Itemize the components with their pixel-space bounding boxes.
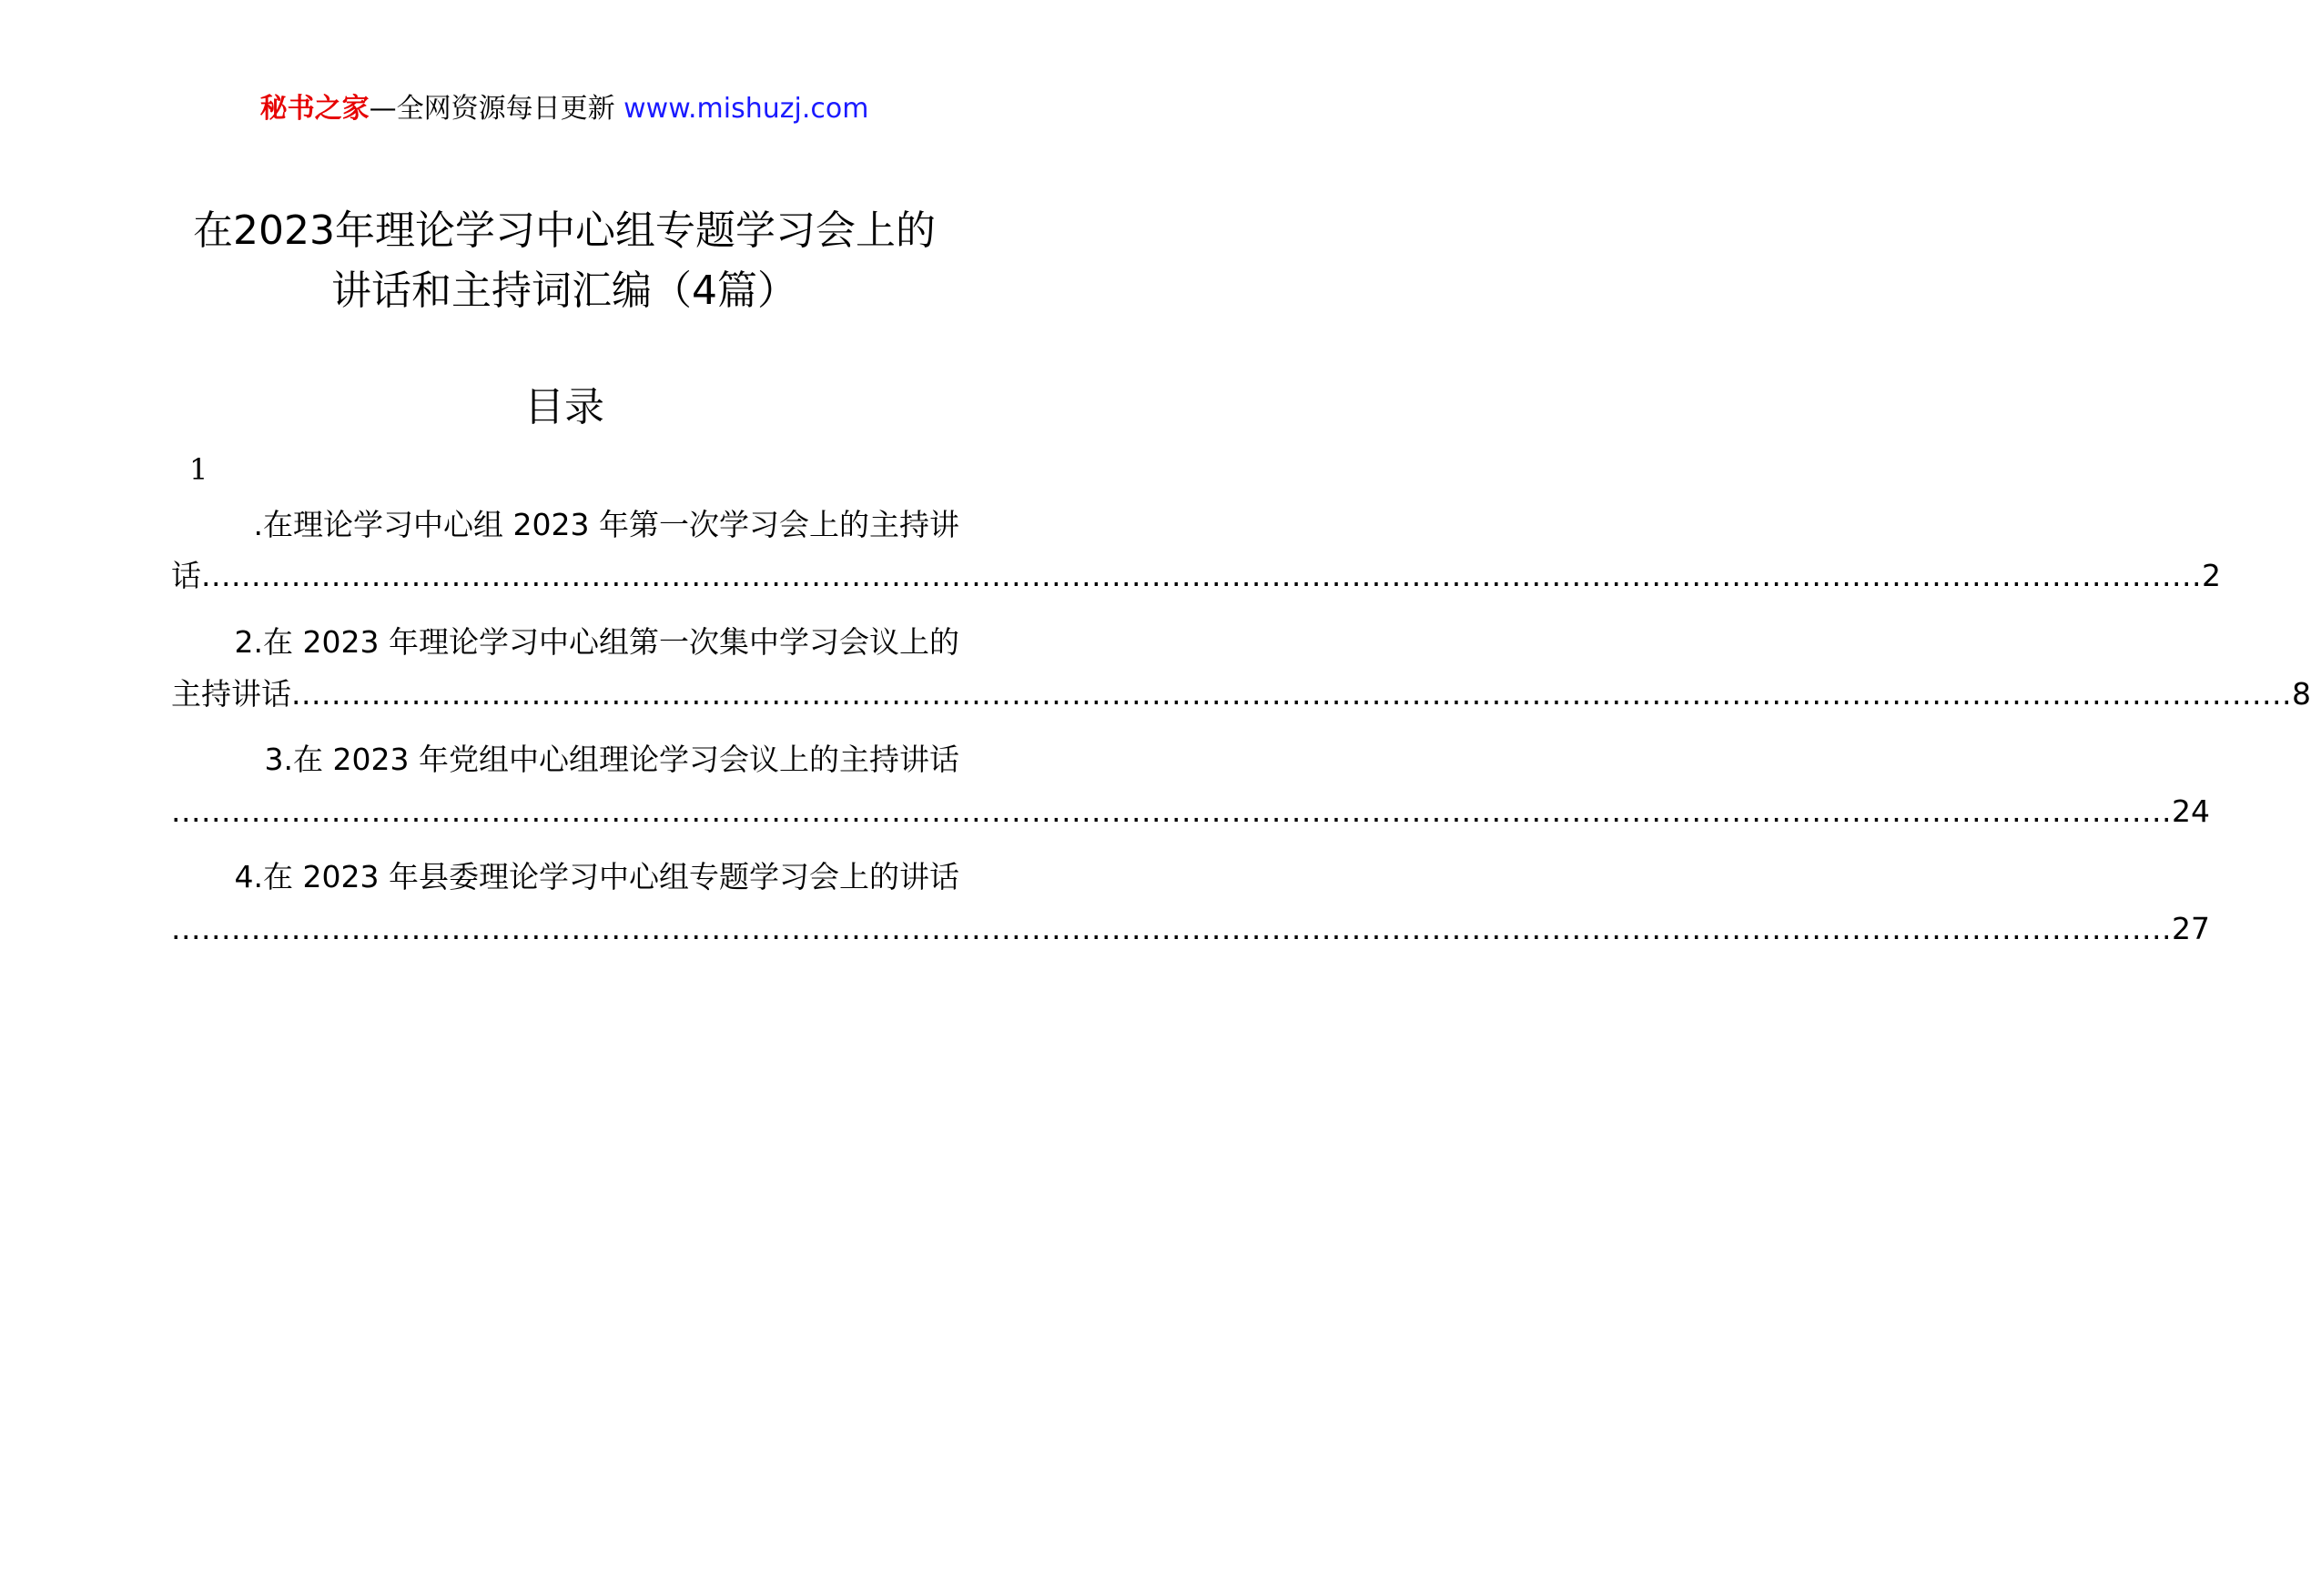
site-tagline: —全网资源每日更新 xyxy=(369,93,615,125)
toc-entry-2-leader-line[interactable] xyxy=(171,672,2311,717)
site-brand: 秘书之家 xyxy=(259,93,370,125)
toc-stray-number: 1 xyxy=(189,452,208,487)
toc-entry-2-page: 8 xyxy=(2291,676,2311,712)
site-header xyxy=(0,91,1129,127)
toc-entry-1-leader-line[interactable] xyxy=(171,553,2221,599)
site-url[interactable]: www.mishuzj.com xyxy=(623,93,869,125)
document-title-line-1: 在2023年理论学习中心组专题学习会上的 xyxy=(193,207,936,254)
toc-entry-4-page: 27 xyxy=(2171,911,2210,946)
toc-entry-3-title[interactable]: 3.在 2023 年党组中心组理论学习会议上的主持讲话 xyxy=(264,742,959,777)
toc-dot-leader: ........................................................................................................................................................................................................ xyxy=(291,676,2292,712)
toc-entry-2-title[interactable]: 2.在 2023 年理论学习中心组第一次集中学习会议上的 xyxy=(234,624,959,660)
toc-entry-3-leader-line[interactable] xyxy=(171,789,2210,834)
toc-entry-3-page: 24 xyxy=(2171,793,2210,829)
document-title-line-2: 讲话和主持词汇编（4篇） xyxy=(331,268,797,314)
toc-entry-1-page: 2 xyxy=(2201,558,2221,593)
toc-dot-leader: ........................................................................................................................................................................................................ xyxy=(171,793,2172,829)
toc-entry-1-title-cont: 话 xyxy=(171,558,201,593)
toc-heading: 目录 xyxy=(524,384,604,430)
toc-entry-4-title[interactable]: 4.在 2023 年县委理论学习中心组专题学习会上的讲话 xyxy=(234,859,959,894)
toc-entry-2-title-cont: 主持讲话 xyxy=(171,676,291,712)
toc-dot-leader: ........................................................................................................................................................................................................ xyxy=(171,911,2172,946)
toc-dot-leader: ........................................................................................................................................................................................................ xyxy=(201,558,2202,593)
toc-entry-4-leader-line[interactable] xyxy=(171,906,2210,952)
toc-entry-1-title[interactable]: .在理论学习中心组 2023 年第一次学习会上的主持讲 xyxy=(253,507,959,542)
